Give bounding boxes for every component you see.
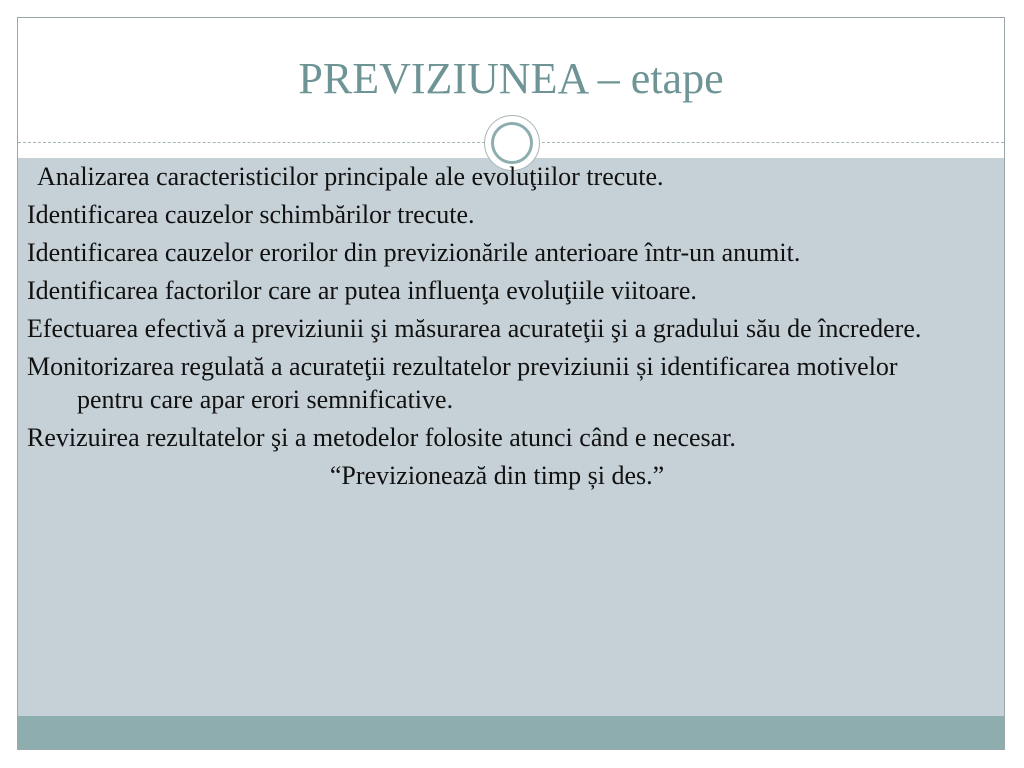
list-item: Revizuirea rezultatelor şi a metodelor folosite atunci când e necesar. xyxy=(27,423,736,452)
list-item: Identificarea factorilor care ar putea influenţa evoluţiile viitoare. xyxy=(27,276,697,305)
slide-title: PREVIZIUNEA – etape xyxy=(298,54,724,103)
content-list xyxy=(27,160,967,492)
list-item: Identificarea cauzelor schimbărilor trecute. xyxy=(27,200,475,229)
list-item: Identificarea cauzelor erorilor din previzionările anterioare într-un anumit. xyxy=(27,238,801,267)
list-item: Analizarea caracteristicilor principale ale evoluţiilor trecute. xyxy=(37,162,664,191)
bottom-accent-bar xyxy=(18,716,1004,750)
list-item: Efectuarea efectivă a previziunii şi măsurarea acurateţii şi a gradului său de încredere. xyxy=(27,314,922,343)
list-item: Monitorizarea regulată a acurateţii rezultatelor previziunii și identificarea motivelor pentru care apar erori semnificative. xyxy=(27,352,898,414)
closing-quote: “Previzionează din timp și des.” xyxy=(329,461,665,490)
